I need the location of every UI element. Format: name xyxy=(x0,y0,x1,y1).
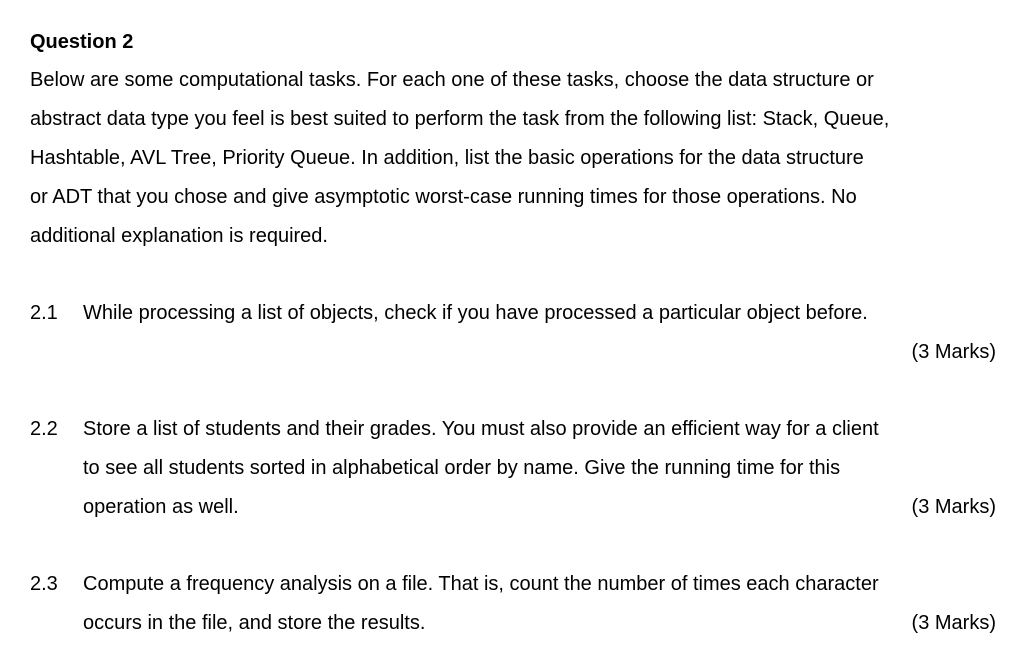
subquestion-text-line: While processing a list of objects, check if you have processed a particular object before. xyxy=(83,302,868,324)
subquestion-number: 2.1 xyxy=(30,302,58,324)
marks-label: (3 Marks) xyxy=(911,341,996,363)
subquestion-text-line: operation as well. xyxy=(83,496,239,518)
question-title: Question 2 xyxy=(30,31,134,53)
intro-line: Below are some computational tasks. For each one of these tasks, choose the data structure or xyxy=(30,69,874,91)
intro-line: abstract data type you feel is best suited to perform the task from the following list: Stack, Queue, xyxy=(30,108,890,130)
marks-label: (3 Marks) xyxy=(911,496,996,518)
subquestion-text-line: occurs in the file, and store the results. xyxy=(83,612,426,634)
intro-line: Hashtable, AVL Tree, Priority Queue. In addition, list the basic operations for the data structure xyxy=(30,147,864,169)
intro-line: or ADT that you chose and give asymptotic worst-case running times for those operations. No xyxy=(30,186,857,208)
subquestion-text-line: Compute a frequency analysis on a file. That is, count the number of times each character xyxy=(83,573,879,595)
subquestion-number: 2.2 xyxy=(30,418,58,440)
marks-label: (3 Marks) xyxy=(911,612,996,634)
subquestion-text-line: to see all students sorted in alphabetical order by name. Give the running time for this xyxy=(83,457,841,479)
intro-line: additional explanation is required. xyxy=(30,225,328,247)
subquestion-text-line: Store a list of students and their grades. You must also provide an efficient way for a client xyxy=(83,418,879,440)
subquestion-number: 2.3 xyxy=(30,573,58,595)
